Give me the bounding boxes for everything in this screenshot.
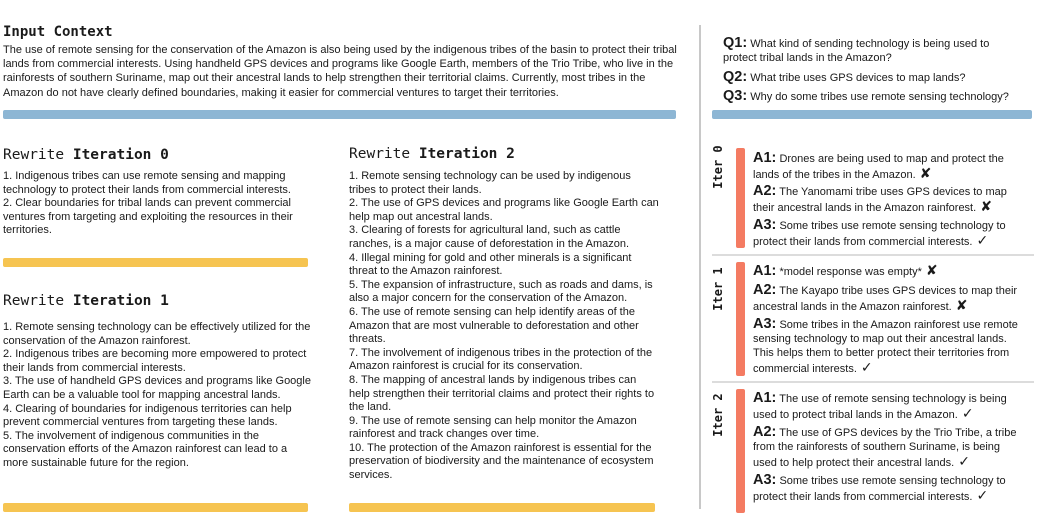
rewrite-iteration-2-text: 1. Remote sensing technology can be used by indigenous tribes to protect their lands. 2. The use of GPS devices and programs like Google Earth can help map out ancestral lands. 3. Clearing of forests for agricultural land, such as cattle ranches, is a major cause of deforestation in the Amazon. 4. Illegal mining for gold and other minerals is a significant threat to the Amazon rainforest. 5. The expansion of infrastructure, such as roads and dams, is also a major concern for the conservation of the Amazon. 6. The use of remote sensing can help identify areas of the Amazon that are most vulnerable to deforestation and other threats. 7. The involvement of indigenous tribes in the protection of the Amazon rainforest is crucial for its conservation. 8. The mapping of ancestral lands by indigenous tribes can help strengthen their territorial claims and protect their rights to the land. 9. The use of remote sensing can help monitor the Amazon rainforest and track changes over time. 10. The protection of the Amazon rainforest is essential for the preservation of biodiversity and the maintenance of ecosystem services. [349, 170, 659, 482]
rewrite-prefix: Rewrite [3, 147, 73, 163]
answer-text: The Kayapo tribe uses GPS devices to map their ancestral lands in the Amazon rainforest. [753, 285, 1018, 313]
questions-bar [712, 110, 1032, 119]
input-context-title: Input Context [3, 24, 113, 40]
iter-2-label: Iter 2 [711, 393, 725, 437]
question-text: What tribe uses GPS devices to map lands? [750, 72, 966, 84]
iter-0-answer-1 [753, 151, 1021, 182]
iter-2-answer-1 [753, 391, 1023, 422]
rewrite-iteration-1-heading [3, 293, 169, 309]
rewrite-iteration-label: Iteration 1 [72, 293, 169, 309]
answer-label: A3: [753, 316, 777, 332]
rewrite-iteration-label: Iteration 0 [72, 147, 169, 163]
answer-label: A2: [753, 282, 777, 298]
iter-1-answer-2 [753, 283, 1021, 314]
iter-2-answer-3 [753, 473, 1023, 504]
answer-text: The use of GPS devices by the Trio Tribe, a tribe from the rainforests of southern Suriname, is being used to help protect their ancestral lands. [753, 427, 1017, 469]
cross-icon: ✘ [919, 165, 932, 181]
iter-2-bar [736, 389, 745, 513]
check-icon: ✓ [961, 405, 974, 421]
rewrite-iteration-label: Iteration 2 [418, 146, 515, 162]
rewrite-iteration-1-text: 1. Remote sensing technology can be effectively utilized for the conservation of the Amazon rainforest. 2. Indigenous tribes are becoming more empowered to protect their lands from commercial interests. 3. The use of handheld GPS devices and programs like Google Earth can be a valuable tool for mapping ancestral lands. 4. Clearing of boundaries for indigenous territories can help prevent commercial ventures from targeting these lands. 5. The involvement of indigenous communities in the conservation efforts of the Amazon rainforest can lead to a more sustainable future for the region. [3, 321, 311, 469]
question-label: Q1: [723, 35, 748, 51]
check-icon: ✓ [860, 359, 873, 375]
answer-text: The Yanomami tribe uses GPS devices to map their ancestral lands in the Amazon rainforest. [753, 186, 1007, 214]
answer-label: A3: [753, 472, 777, 488]
question-label: Q3: [723, 88, 748, 104]
input-context-text: The use of remote sensing for the conservation of the Amazon is also being used by the indigenous tribes of the basin to protect their tribal lands from commercial interests. Using handheld GPS devices and programs like Google Earth, members of the Trio Tribe, who live in the rainforests of southern Suriname, map out their ancestral lands to help strengthen their territorial claims. Currently, most tribes in the Amazon do not have clearly defined boundaries, making it easier for commercial ventures to target their territories. [3, 44, 677, 99]
iter-0-answer-3 [753, 218, 1023, 249]
rewrite-iteration-2-heading [349, 146, 515, 162]
answer-label: A1: [753, 263, 777, 279]
rewrite-prefix: Rewrite [3, 293, 73, 309]
iter-separator [712, 381, 1034, 383]
iter-2-answer-2 [753, 425, 1023, 470]
input-context-bar [3, 110, 676, 119]
iter-1-bar [736, 262, 745, 376]
rewrite-iteration-0-bar [3, 258, 308, 267]
answer-text: Some tribes use remote sensing technology to protect their lands from commercial interests. [753, 220, 1006, 248]
question-2 [723, 70, 1043, 85]
check-icon: ✓ [976, 487, 989, 503]
question-3 [723, 89, 1048, 104]
iter-separator [712, 254, 1034, 256]
cross-icon: ✘ [925, 262, 938, 278]
question-label: Q2: [723, 69, 748, 85]
answer-label: A2: [753, 424, 777, 440]
answer-label: A1: [753, 390, 777, 406]
iter-1-answer-3 [753, 317, 1021, 376]
rewrite-iteration-0-text: 1. Indigenous tribes can use remote sensing and mapping technology to protect their lands from commercial interests. 2. Clear boundaries for tribal lands can prevent commercial ventures from targeting and exploiting the resources in their territories. [3, 170, 293, 237]
question-text: What kind of sending technology is being used to protect tribal lands in the Amazon? [723, 38, 990, 64]
check-icon: ✓ [958, 453, 970, 469]
iter-0-answer-2 [753, 184, 1021, 215]
answer-text: Drones are being used to map and protect the lands of the tribes in the Amazon. [753, 153, 1004, 181]
cross-icon: ✘ [955, 297, 968, 313]
iter-1-label: Iter 1 [711, 267, 725, 311]
rewrite-iteration-1-bar [3, 503, 308, 512]
rewrite-iteration-2-bar [349, 503, 655, 512]
vertical-divider [699, 25, 701, 509]
answer-label: A3: [753, 217, 777, 233]
question-1 [723, 36, 1023, 65]
answer-text: The use of remote sensing technology is being used to protect tribal lands in the Amazon. [753, 393, 1007, 421]
iter-0-label: Iter 0 [711, 145, 725, 189]
question-text: Why do some tribes use remote sensing technology? [750, 91, 1009, 103]
check-icon: ✓ [976, 232, 989, 248]
answer-text: Some tribes in the Amazon rainforest use remote sensing technology to map out their ancestral lands. This helps them to better protect their territories from commercial interests. [753, 319, 1018, 375]
answer-label: A1: [753, 150, 777, 166]
answer-text: *model response was empty* [779, 266, 922, 278]
answer-label: A2: [753, 183, 777, 199]
cross-icon: ✘ [980, 198, 992, 214]
rewrite-iteration-0-heading [3, 147, 169, 163]
answer-text: Some tribes use remote sensing technology to protect their lands from commercial interests. [753, 475, 1006, 503]
rewrite-prefix: Rewrite [349, 146, 419, 162]
iter-1-answer-1 [753, 263, 1021, 279]
iter-0-bar [736, 148, 745, 248]
